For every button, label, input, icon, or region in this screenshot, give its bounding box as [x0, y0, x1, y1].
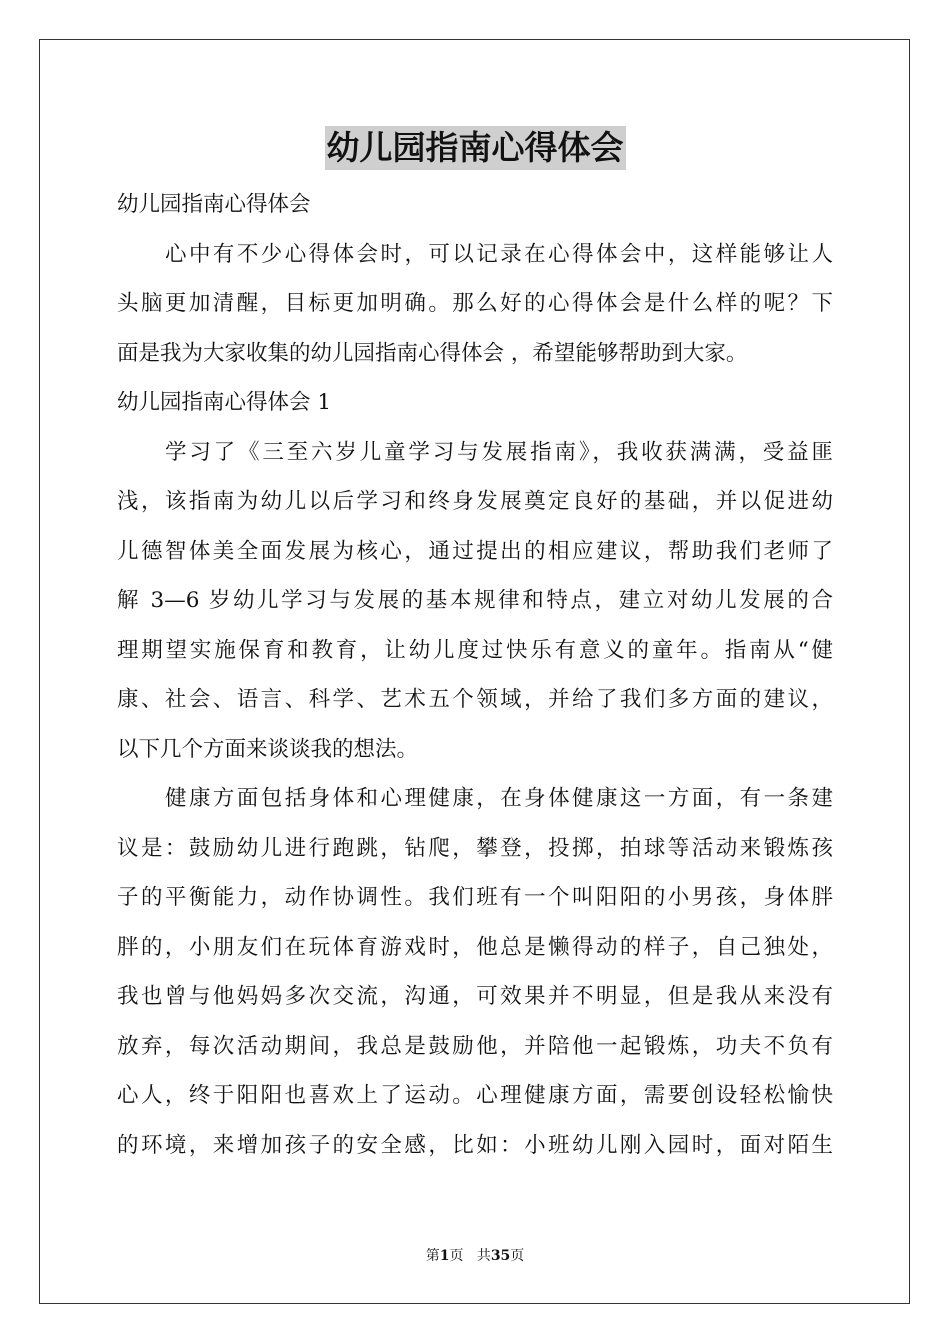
title-container	[0, 126, 950, 170]
text-line: 理期望实施保育和教育，让幼儿度过快乐有意义的童年。指南从“健	[117, 637, 833, 663]
text-line: 胖的，小朋友们在玩体育游戏时，他总是懒得动的样子，自己独处，	[117, 934, 833, 960]
footer-page-unit: 页	[449, 1248, 464, 1264]
text-line: 我也曾与他妈妈多次交流，沟通，可效果并不明显，但是我从来没有	[117, 984, 833, 1009]
document-body	[117, 180, 833, 1170]
text-line: 放弃，每次活动期间，我总是鼓励他，并陪他一起锻炼，功夫不负有	[117, 1033, 833, 1059]
page-footer	[0, 1246, 950, 1266]
text-line: 幼儿园指南心得体会	[117, 192, 311, 217]
text-line: 学习了《三至六岁儿童学习与发展指南》，我收获满满，受益匪	[165, 439, 833, 465]
text-line: 面是我为大家收集的幼儿园指南心得体会 ，希望能够帮助到大家。	[117, 340, 748, 366]
footer-page-prefix: 第	[425, 1248, 440, 1264]
footer-total-unit: 页	[510, 1248, 525, 1264]
text-line: 康、社会、语言、科学、艺术五个领域，并给了我们多方面的建议，	[117, 687, 833, 712]
footer-total-prefix: 共	[476, 1248, 491, 1264]
text-line: 幼儿园指南心得体会 1	[117, 390, 332, 415]
text-line: 以下几个方面来谈谈我的想法。	[117, 736, 419, 762]
text-line: 解 3—6 岁幼儿学习与发展的基本规律和特点，建立对幼儿发展的合	[117, 588, 833, 613]
document-title: 幼儿园指南心得体会	[325, 126, 626, 170]
text-line: 儿德智体美全面发展为核心，通过提出的相应建议，帮助我们老师了	[117, 538, 833, 564]
text-line: 的环境，来增加孩子的安全感，比如：小班幼儿刚入园时，面对陌生	[117, 1132, 833, 1158]
footer-page-number: 1	[439, 1248, 450, 1264]
text-line: 头脑更加清醒，目标更加明确。那么好的心得体会是什么样的呢？下	[117, 291, 833, 316]
text-line: 议是：鼓励幼儿进行跑跳，钻爬，攀登，投掷，拍球等活动来锻炼孩	[117, 835, 833, 861]
text-line: 心中有不少心得体会时，可以记录在心得体会中，这样能够让人	[165, 241, 833, 267]
text-line: 子的平衡能力，动作协调性。我们班有一个叫阳阳的小男孩，身体胖	[117, 885, 833, 910]
text-line: 心人，终于阳阳也喜欢上了运动。心理健康方面，需要创设轻松愉快	[117, 1083, 833, 1108]
text-line: 健康方面包括身体和心理健康，在身体健康这一方面，有一条建	[165, 786, 833, 811]
footer-total-pages: 35	[490, 1248, 511, 1264]
text-line: 浅，该指南为幼儿以后学习和终身发展奠定良好的基础，并以促进幼	[117, 489, 833, 514]
